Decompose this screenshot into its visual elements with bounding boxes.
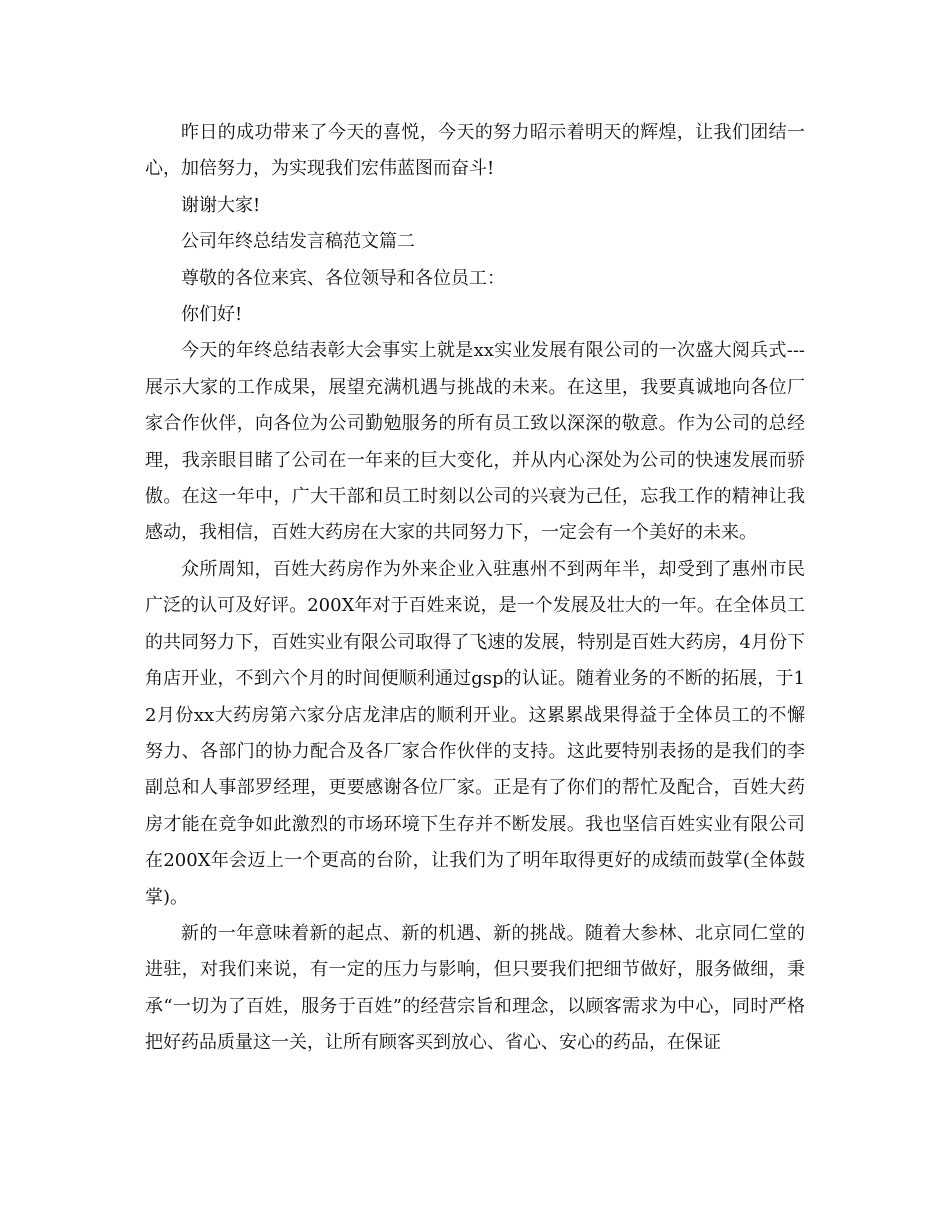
document-page xyxy=(145,115,805,1062)
paragraph-salutation: 尊敬的各位来宾、各位领导和各位员工： xyxy=(181,267,505,289)
paragraph-thanks: 谢谢大家! xyxy=(181,194,261,216)
paragraph-achievements: 众所周知，百姓大药房作为外来企业入驻惠州不到两年半，却受到了惠州市民广泛的认可及好评。200X年对于百姓来说，是一个发展及壮大的一年。在全体员工的共同努力下，百姓实业有限公司取得了飞速的发展，特别是百姓大药房，4月份下角店开业，不到六个月的时间便顺利通过gsp的认证。随着业务的不断的拓展，于12月份xx大药房第六家分店龙津店的顺利开业。这累累战果得益于全体员工的不懈努力、各部门的协力配合及各厂家合作伙伴的支持。这此要特别表扬的是我们的李副总和人事部罗经理，更要感谢各位厂家。正是有了你们的帮忙及配合，百姓大药房才能在竞争如此激烈的市场环境下生存并不断发展。我也坚信百姓实业有限公司在200X年会迈上一个更高的台阶，让我们为了明年取得更好的成绩而鼓掌(全体鼓掌)。 xyxy=(145,558,805,908)
paragraph-new-year: 新的一年意味着新的起点、新的机遇、新的挑战。随着大参林、北京同仁堂的进驻，对我们来说，有一定的压力与影响，但只要我们把细节做好，服务做细，秉承“一切为了百姓，服务于百姓”的经营宗旨和理念，以顾客需求为中心，同时严格把好药品质量这一关，让所有顾客买到放心、省心、安心的药品，在保证 xyxy=(145,922,805,1054)
paragraph-greeting: 你们好! xyxy=(181,304,243,326)
paragraph-opening: 今天的年终总结表彰大会事实上就是xx实业发展有限公司的一次盛大阅兵式---展示大家的工作成果，展望充满机遇与挑战的未来。在这里，我要真诚地向各位厂家合作伙伴，向各位为公司勤勉服务的所有员工致以深深的敬意。作为公司的总经理，我亲眼目睹了公司在一年来的巨大变化，并从内心深处为公司的快速发展而骄傲。在这一年中，广大干部和员工时刻以公司的兴衰为己任，忘我工作的精神让我感动，我相信，百姓大药房在大家的共同努力下，一定会有一个美好的未来。 xyxy=(145,340,805,544)
paragraph-closing-remark: 昨日的成功带来了今天的喜悦，今天的努力昭示着明天的辉煌，让我们团结一心，加倍努力，为实现我们宏伟蓝图而奋斗! xyxy=(145,122,805,180)
section-title: 公司年终总结发言稿范文篇二 xyxy=(181,231,415,253)
